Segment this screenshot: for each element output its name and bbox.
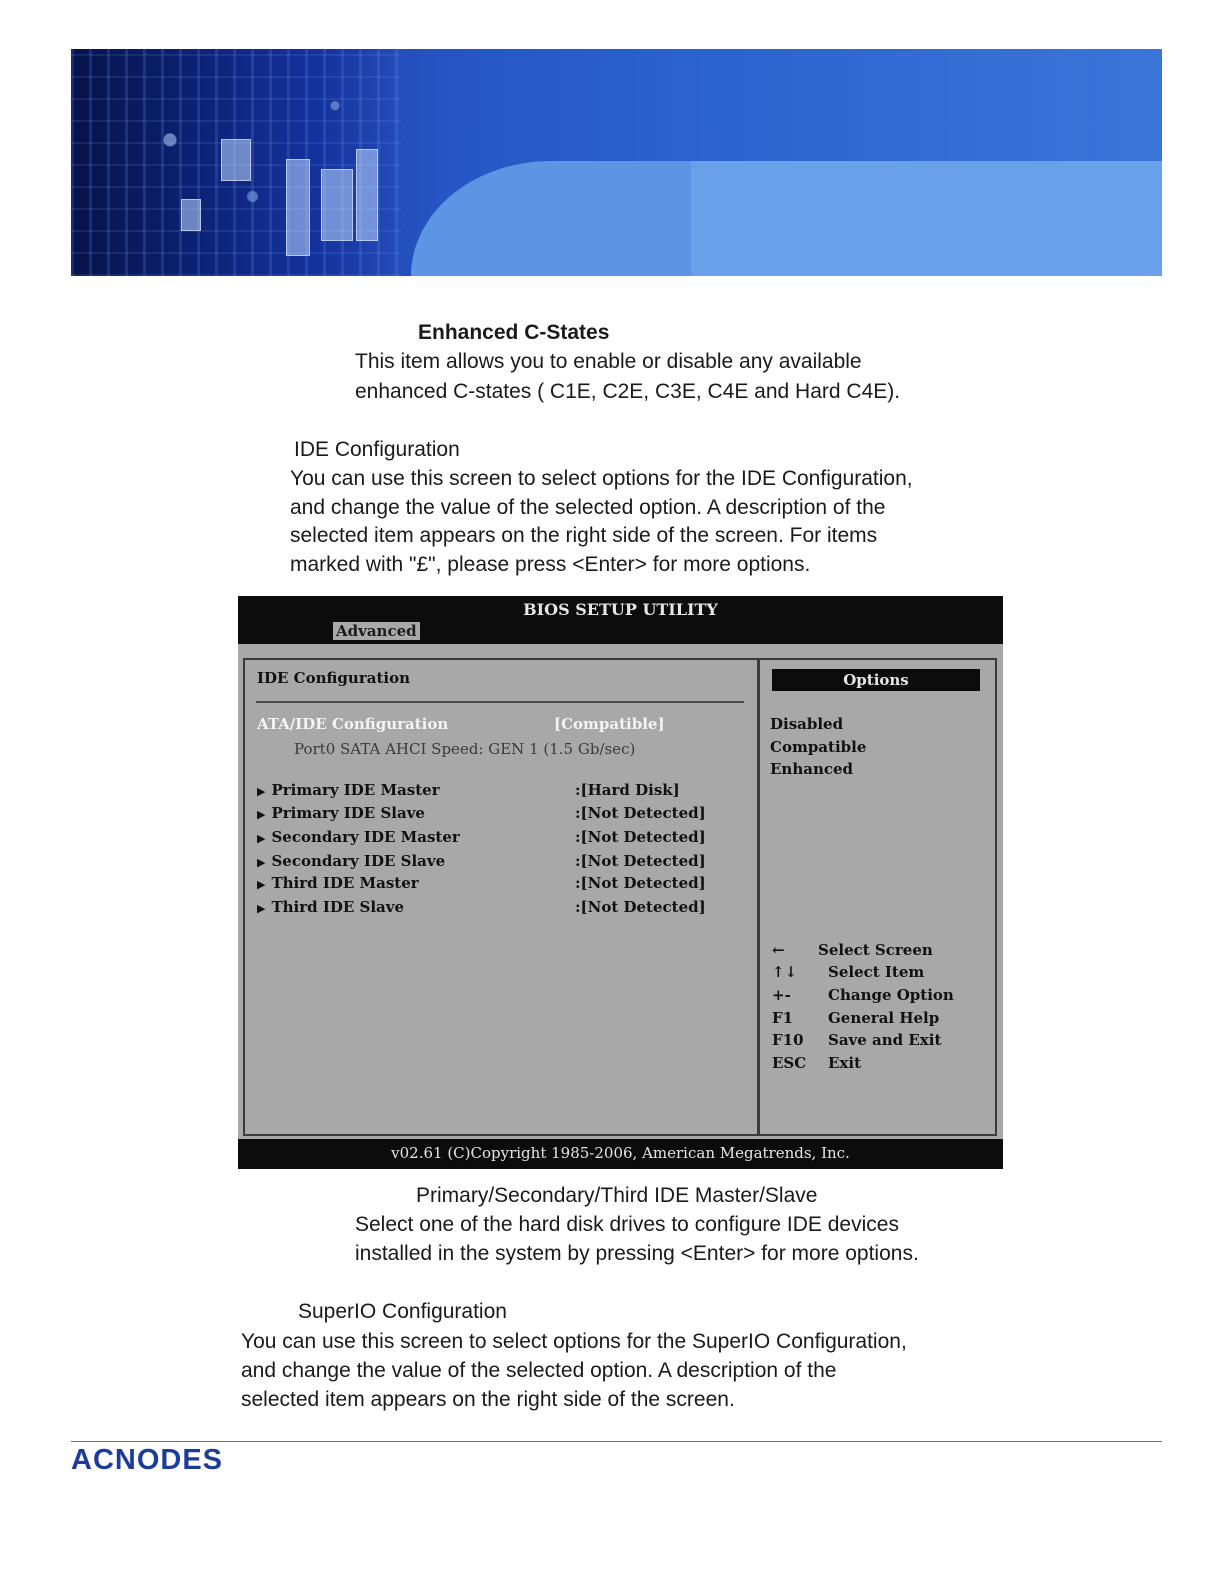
key-general-help-desc: General Help [828, 1009, 940, 1027]
submenu-arrow-icon: ▶ [257, 785, 266, 798]
menu-secondary-ide-master[interactable]: ▶ Secondary IDE Master [257, 828, 460, 846]
superio-line-1: You can use this screen to select options for the SuperIO Configuration, [241, 1330, 907, 1353]
key-select-item-desc: Select Item [828, 963, 925, 981]
option-enhanced: Enhanced [770, 760, 854, 778]
submenu-arrow-icon: ▶ [257, 832, 266, 845]
submenu-arrow-icon: ▶ [257, 902, 266, 915]
bios-screenshot [238, 596, 1003, 1169]
ide-line-1: You can use this screen to select options for the IDE Configuration, [290, 467, 913, 490]
menu-primary-ide-slave[interactable]: ▶ Primary IDE Slave [257, 804, 425, 822]
c-states-line-2: enhanced C-states ( C1E, C2E, C3E, C4E and Hard C4E). [355, 380, 901, 403]
master-slave-line-2: installed in the system by pressing <Enter> for more options. [355, 1242, 919, 1265]
key-select-screen: ← [772, 941, 785, 959]
key-exit-desc: Exit [828, 1054, 862, 1072]
ide-line-4: marked with "£", please press <Enter> for more options. [290, 553, 811, 576]
menu-third-ide-slave[interactable]: ▶ Third IDE Slave [257, 898, 405, 916]
third-ide-slave-value: :[Not Detected] [575, 898, 706, 916]
secondary-ide-master-value: :[Not Detected] [575, 828, 706, 846]
option-compatible: Compatible [770, 738, 867, 756]
superio-heading: SuperIO Configuration [298, 1300, 507, 1323]
menu-secondary-ide-slave[interactable]: ▶ Secondary IDE Slave [257, 852, 446, 870]
ide-heading: IDE Configuration [294, 438, 460, 461]
key-save-exit: F10 [772, 1031, 804, 1049]
header-banner [71, 49, 1162, 276]
menu-third-ide-master[interactable]: ▶ Third IDE Master [257, 874, 419, 892]
bios-panel-title: IDE Configuration [257, 669, 410, 687]
footer-divider [71, 1441, 1162, 1442]
bios-copyright: v02.61 (C)Copyright 1985-2006, American Megatrends, Inc. [391, 1144, 850, 1162]
primary-ide-slave-value: :[Not Detected] [575, 804, 706, 822]
bios-panel-divider [256, 701, 744, 703]
port0-sata-speed: Port0 SATA AHCI Speed: GEN 1 (1.5 Gb/sec) [294, 740, 636, 758]
key-select-screen-desc: Select Screen [818, 941, 933, 959]
master-slave-heading: Primary/Secondary/Third IDE Master/Slave [416, 1184, 818, 1207]
submenu-arrow-icon: ▶ [257, 808, 266, 821]
c-states-heading: Enhanced C-States [418, 321, 610, 344]
key-select-item: ↑↓ [772, 963, 798, 981]
bios-footer [238, 1139, 1003, 1169]
ata-ide-config-value[interactable]: [Compatible] [554, 715, 665, 733]
ata-ide-config-label[interactable]: ATA/IDE Configuration [257, 715, 449, 733]
key-exit: ESC [772, 1054, 807, 1072]
key-change-option-desc: Change Option [828, 986, 954, 1004]
bios-title: BIOS SETUP UTILITY [523, 600, 718, 619]
ide-line-3: selected item appears on the right side of the screen. For items [290, 524, 878, 547]
options-title: Options [772, 669, 980, 691]
acnodes-logo: ACNODES [71, 1444, 224, 1476]
option-disabled: Disabled [770, 715, 844, 733]
key-save-exit-desc: Save and Exit [828, 1031, 942, 1049]
submenu-arrow-icon: ▶ [257, 878, 266, 891]
banner-swoosh-light [691, 161, 1162, 276]
menu-primary-ide-master[interactable]: ▶ Primary IDE Master [257, 781, 440, 799]
third-ide-master-value: :[Not Detected] [575, 874, 706, 892]
submenu-arrow-icon: ▶ [257, 856, 266, 869]
key-change-option: +- [772, 986, 791, 1004]
master-slave-line-1: Select one of the hard disk drives to configure IDE devices [355, 1213, 899, 1236]
superio-line-3: selected item appears on the right side of the screen. [241, 1388, 735, 1411]
primary-ide-master-value: :[Hard Disk] [575, 781, 680, 799]
secondary-ide-slave-value: :[Not Detected] [575, 852, 706, 870]
key-general-help: F1 [772, 1009, 794, 1027]
superio-line-2: and change the value of the selected option. A description of the [241, 1359, 837, 1382]
tab-advanced[interactable]: Advanced [333, 622, 420, 640]
c-states-line-1: This item allows you to enable or disable any available [355, 350, 862, 373]
ide-line-2: and change the value of the selected option. A description of the [290, 496, 886, 519]
